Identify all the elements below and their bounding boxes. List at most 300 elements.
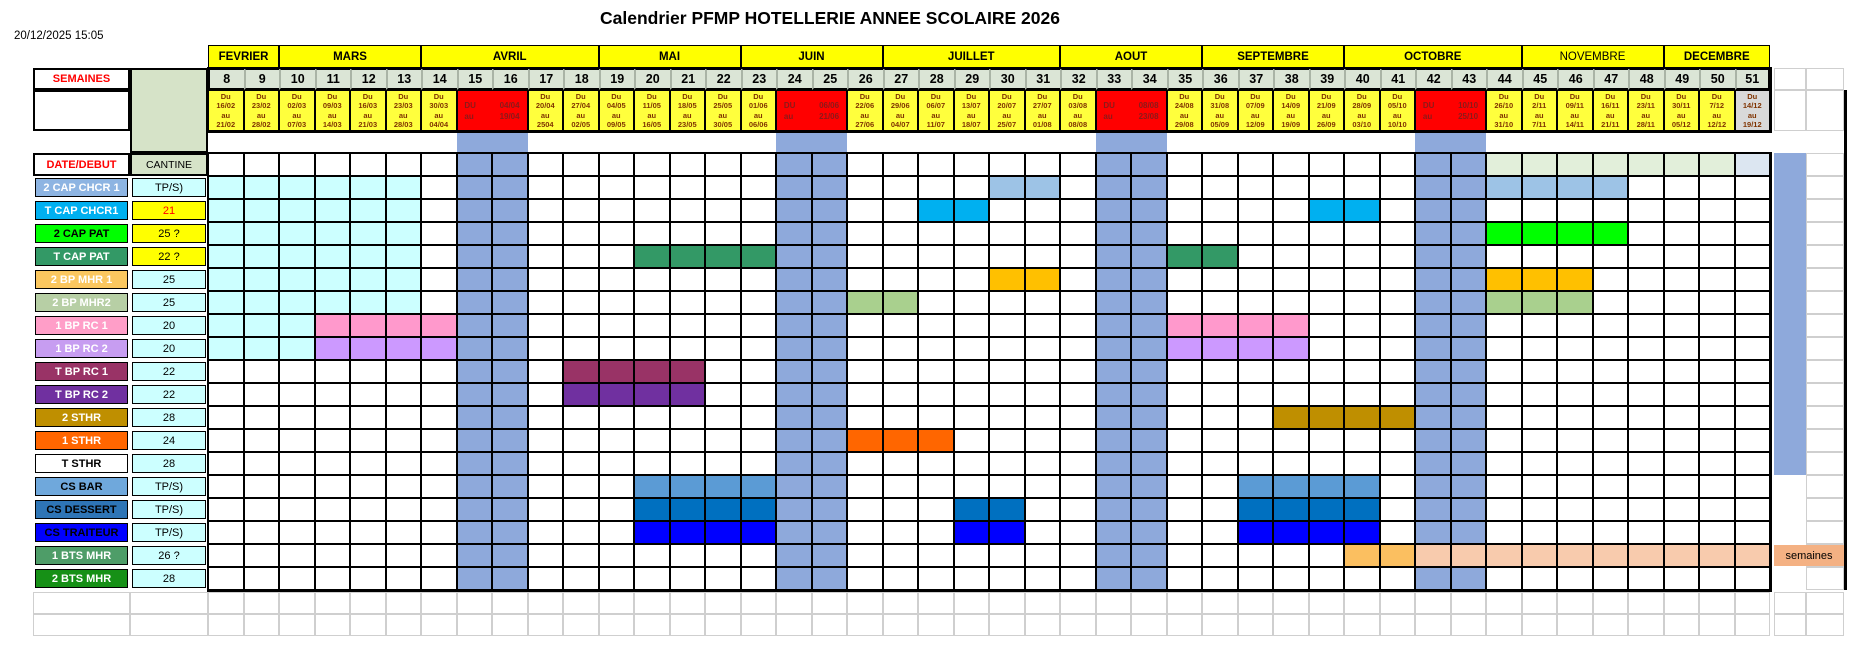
pfmp-bar-cell[interactable] [1238,314,1274,337]
grid-cell[interactable] [599,521,635,544]
empty-cell[interactable] [1806,176,1844,199]
grid-cell[interactable] [492,475,528,498]
grid-cell[interactable] [386,291,422,314]
pfmp-bar-cell[interactable] [634,521,670,544]
grid-cell[interactable] [1664,268,1700,291]
grid-cell[interactable] [492,245,528,268]
grid-cell[interactable] [1344,222,1380,245]
grid-cell[interactable] [208,337,244,360]
empty-cell[interactable] [1273,592,1309,614]
grid-cell[interactable] [563,222,599,245]
grid-cell[interactable] [386,475,422,498]
grid-cell[interactable] [705,176,741,199]
pfmp-bar-cell[interactable] [883,429,919,452]
grid-cell[interactable] [1202,383,1238,406]
empty-cell[interactable] [634,592,670,614]
grid-cell[interactable] [776,452,812,475]
date-range-cell[interactable]: Du 11/05 au 16/05 [634,90,670,131]
grid-cell[interactable] [1167,360,1203,383]
pfmp-bar-cell[interactable] [918,199,954,222]
grid-cell[interactable] [1060,360,1096,383]
grid-cell[interactable] [1238,176,1274,199]
grid-cell[interactable] [1557,337,1593,360]
grid-cell[interactable] [315,245,351,268]
grid-cell[interactable] [1060,406,1096,429]
grid-cell[interactable] [776,291,812,314]
grid-cell[interactable] [1380,199,1416,222]
grid-cell[interactable] [421,245,457,268]
date-range-cell[interactable]: Du 16/11 au 21/11 [1593,90,1629,131]
grid-cell[interactable] [847,153,883,176]
grid-cell[interactable] [244,268,280,291]
grid-cell[interactable] [208,406,244,429]
grid-cell[interactable] [1628,314,1664,337]
grid-cell[interactable] [1202,360,1238,383]
grid-cell[interactable] [1309,245,1345,268]
grid-cell[interactable] [705,383,741,406]
grid-cell[interactable] [492,268,528,291]
grid-cell[interactable] [492,429,528,452]
grid-cell[interactable] [279,498,315,521]
pfmp-bar-cell[interactable] [1273,498,1309,521]
grid-cell[interactable] [457,245,493,268]
date-range-cell[interactable]: Du 06/07 au 11/07 [918,90,954,131]
grid-cell[interactable] [244,153,280,176]
grid-cell[interactable] [457,199,493,222]
empty-cell[interactable] [1486,592,1522,614]
grid-cell[interactable] [1131,475,1167,498]
grid-cell[interactable] [1557,406,1593,429]
grid-cell[interactable] [1238,383,1274,406]
empty-cell[interactable] [1806,291,1844,314]
pfmp-bar-cell[interactable] [670,245,706,268]
grid-cell[interactable] [563,406,599,429]
grid-cell[interactable] [279,567,315,590]
grid-cell[interactable] [954,406,990,429]
grid-cell[interactable] [1486,521,1522,544]
grid-cell[interactable] [883,360,919,383]
empty-cell[interactable] [1309,592,1345,614]
grid-cell[interactable] [421,567,457,590]
grid-cell[interactable] [492,567,528,590]
grid-cell[interactable] [1131,199,1167,222]
pfmp-bar-cell[interactable] [954,521,990,544]
grid-cell[interactable] [599,314,635,337]
grid-cell[interactable] [528,567,564,590]
grid-cell[interactable] [1415,360,1451,383]
grid-cell[interactable] [386,521,422,544]
week-number-cell[interactable]: 43 [1451,68,1487,90]
grid-cell[interactable] [847,452,883,475]
grid-cell[interactable] [1451,153,1487,176]
grid-cell[interactable] [634,452,670,475]
grid-cell[interactable] [599,176,635,199]
grid-cell[interactable] [812,452,848,475]
grid-cell[interactable] [883,383,919,406]
grid-cell[interactable] [599,406,635,429]
grid-cell[interactable] [1025,406,1061,429]
empty-cell[interactable] [563,592,599,614]
grid-cell[interactable] [1380,222,1416,245]
empty-cell[interactable] [812,614,848,636]
empty-cell[interactable] [33,614,130,636]
empty-cell[interactable] [130,614,208,636]
empty-cell[interactable] [1131,592,1167,614]
grid-cell[interactable] [386,360,422,383]
empty-cell[interactable] [847,614,883,636]
grid-cell[interactable] [315,452,351,475]
grid-cell[interactable] [350,268,386,291]
pfmp-bar-cell[interactable] [1344,521,1380,544]
date-range-cell[interactable]: Du 05/10 au 10/10 [1380,90,1416,131]
grid-cell[interactable] [1131,429,1167,452]
grid-cell[interactable] [918,314,954,337]
empty-cell[interactable] [954,614,990,636]
grid-cell[interactable] [1202,268,1238,291]
grid-cell[interactable] [1096,176,1132,199]
grid-cell[interactable] [1628,452,1664,475]
grid-cell[interactable] [386,383,422,406]
grid-cell[interactable] [599,222,635,245]
grid-cell[interactable] [847,176,883,199]
empty-cell[interactable] [1806,498,1844,521]
week-number-cell[interactable]: 26 [847,68,883,90]
week-number-cell[interactable]: 50 [1699,68,1735,90]
week-number-cell[interactable]: 14 [421,68,457,90]
grid-cell[interactable] [1167,222,1203,245]
grid-cell[interactable] [1735,245,1771,268]
grid-cell[interactable] [1664,291,1700,314]
grid-cell[interactable] [457,291,493,314]
empty-cell[interactable] [954,592,990,614]
grid-cell[interactable] [1025,567,1061,590]
date-range-cell[interactable]: Du 26/10 au 31/10 [1486,90,1522,131]
grid-cell[interactable] [421,544,457,567]
grid-cell[interactable] [208,475,244,498]
grid-cell[interactable] [1628,245,1664,268]
pfmp-bar-cell[interactable] [1025,268,1061,291]
pfmp-bar-cell[interactable] [315,337,351,360]
grid-cell[interactable] [1664,544,1700,567]
week-number-cell[interactable]: 32 [1060,68,1096,90]
grid-cell[interactable] [1664,245,1700,268]
week-number-cell[interactable]: 39 [1309,68,1345,90]
empty-cell[interactable] [670,614,706,636]
grid-cell[interactable] [776,406,812,429]
grid-cell[interactable] [954,176,990,199]
empty-cell[interactable] [1593,614,1629,636]
pfmp-bar-cell[interactable] [705,245,741,268]
date-range-cell[interactable]: Du 01/06 au 06/06 [741,90,777,131]
grid-cell[interactable] [599,429,635,452]
date-range-cell[interactable]: Du 22/06 au 27/06 [847,90,883,131]
grid-cell[interactable] [634,337,670,360]
empty-cell[interactable] [1806,153,1844,176]
grid-cell[interactable] [1025,314,1061,337]
grid-cell[interactable] [1522,383,1558,406]
pfmp-bar-cell[interactable] [1202,245,1238,268]
grid-cell[interactable] [1273,291,1309,314]
grid-cell[interactable] [279,406,315,429]
pfmp-bar-cell[interactable] [741,498,777,521]
grid-cell[interactable] [1557,153,1593,176]
grid-cell[interactable] [457,498,493,521]
grid-cell[interactable] [1628,199,1664,222]
grid-cell[interactable] [1557,567,1593,590]
grid-cell[interactable] [1167,429,1203,452]
grid-cell[interactable] [350,406,386,429]
grid-cell[interactable] [1522,521,1558,544]
grid-cell[interactable] [1699,383,1735,406]
grid-cell[interactable] [244,452,280,475]
grid-cell[interactable] [279,222,315,245]
empty-cell[interactable] [1699,614,1735,636]
grid-cell[interactable] [244,222,280,245]
grid-cell[interactable] [741,337,777,360]
grid-cell[interactable] [883,567,919,590]
grid-cell[interactable] [1593,498,1629,521]
grid-cell[interactable] [918,452,954,475]
grid-cell[interactable] [989,567,1025,590]
pfmp-bar-cell[interactable] [989,498,1025,521]
grid-cell[interactable] [705,429,741,452]
month-header[interactable]: AOUT [1060,45,1202,68]
pfmp-bar-cell[interactable] [670,475,706,498]
empty-cell[interactable] [244,614,280,636]
grid-cell[interactable] [741,383,777,406]
empty-cell[interactable] [634,614,670,636]
grid-cell[interactable] [705,544,741,567]
grid-cell[interactable] [528,452,564,475]
pfmp-bar-cell[interactable] [1238,498,1274,521]
grid-cell[interactable] [634,406,670,429]
grid-cell[interactable] [244,314,280,337]
date-range-cell[interactable]: Du 30/03 au 04/04 [421,90,457,131]
grid-cell[interactable] [812,314,848,337]
grid-cell[interactable] [563,475,599,498]
pfmp-bar-cell[interactable] [705,475,741,498]
grid-cell[interactable] [492,521,528,544]
date-range-cell[interactable]: Du 23/11 au 28/11 [1628,90,1664,131]
grid-cell[interactable] [279,314,315,337]
week-number-cell[interactable]: 29 [954,68,990,90]
grid-cell[interactable] [1735,383,1771,406]
grid-cell[interactable] [1557,383,1593,406]
grid-cell[interactable] [208,544,244,567]
grid-cell[interactable] [1273,245,1309,268]
pfmp-bar-cell[interactable] [741,245,777,268]
grid-cell[interactable] [1486,452,1522,475]
grid-cell[interactable] [954,291,990,314]
grid-cell[interactable] [528,429,564,452]
grid-cell[interactable] [847,406,883,429]
grid-cell[interactable] [1060,337,1096,360]
grid-cell[interactable] [847,383,883,406]
grid-cell[interactable] [492,176,528,199]
grid-cell[interactable] [1202,498,1238,521]
grid-cell[interactable] [279,337,315,360]
grid-cell[interactable] [1060,176,1096,199]
grid-cell[interactable] [1202,429,1238,452]
grid-cell[interactable] [634,222,670,245]
grid-cell[interactable] [776,176,812,199]
grid-cell[interactable] [1628,544,1664,567]
grid-cell[interactable] [528,360,564,383]
grid-cell[interactable] [563,245,599,268]
grid-cell[interactable] [244,245,280,268]
week-number-cell[interactable]: 45 [1522,68,1558,90]
grid-cell[interactable] [528,153,564,176]
grid-cell[interactable] [1202,222,1238,245]
grid-cell[interactable] [883,222,919,245]
grid-cell[interactable] [1664,360,1700,383]
week-number-cell[interactable]: 40 [1344,68,1380,90]
empty-cell[interactable] [421,592,457,614]
grid-cell[interactable] [1238,567,1274,590]
grid-cell[interactable] [776,498,812,521]
grid-cell[interactable] [812,475,848,498]
grid-cell[interactable] [1096,452,1132,475]
grid-cell[interactable] [1628,360,1664,383]
grid-cell[interactable] [563,498,599,521]
grid-cell[interactable] [386,245,422,268]
date-range-cell[interactable]: Du 03/08 au 08/08 [1060,90,1096,131]
empty-cell[interactable] [1735,592,1771,614]
empty-cell[interactable] [350,592,386,614]
grid-cell[interactable] [421,360,457,383]
empty-cell[interactable] [1699,592,1735,614]
grid-cell[interactable] [1557,314,1593,337]
grid-cell[interactable] [812,406,848,429]
vacation-header-cell[interactable]: DU 10/10 au 25/10 [1415,90,1486,131]
grid-cell[interactable] [954,567,990,590]
grid-cell[interactable] [989,429,1025,452]
empty-cell[interactable] [1415,592,1451,614]
date-range-cell[interactable]: Du 30/11 au 05/12 [1664,90,1700,131]
date-range-cell[interactable]: Du 29/06 au 04/07 [883,90,919,131]
grid-cell[interactable] [1131,567,1167,590]
grid-cell[interactable] [1522,452,1558,475]
grid-cell[interactable] [1273,452,1309,475]
grid-cell[interactable] [1096,199,1132,222]
pfmp-bar-cell[interactable] [705,521,741,544]
grid-cell[interactable] [1699,245,1735,268]
pfmp-bar-cell[interactable] [1202,314,1238,337]
grid-cell[interactable] [1167,452,1203,475]
empty-cell[interactable] [1664,592,1700,614]
grid-cell[interactable] [599,153,635,176]
empty-cell[interactable] [1806,429,1844,452]
grid-cell[interactable] [883,199,919,222]
grid-cell[interactable] [1522,337,1558,360]
grid-cell[interactable] [670,222,706,245]
grid-cell[interactable] [705,314,741,337]
empty-cell[interactable] [1096,614,1132,636]
grid-cell[interactable] [421,268,457,291]
grid-cell[interactable] [847,521,883,544]
grid-cell[interactable] [1486,153,1522,176]
grid-cell[interactable] [457,337,493,360]
grid-cell[interactable] [528,383,564,406]
grid-cell[interactable] [1309,314,1345,337]
grid-cell[interactable] [1096,475,1132,498]
empty-cell[interactable] [1774,68,1806,90]
grid-cell[interactable] [599,291,635,314]
empty-cell[interactable] [1806,406,1844,429]
grid-cell[interactable] [1664,153,1700,176]
grid-cell[interactable] [1699,521,1735,544]
grid-cell[interactable] [1380,268,1416,291]
grid-cell[interactable] [1131,360,1167,383]
grid-cell[interactable] [634,429,670,452]
grid-cell[interactable] [1096,360,1132,383]
grid-cell[interactable] [1593,314,1629,337]
grid-cell[interactable] [421,291,457,314]
grid-cell[interactable] [1273,268,1309,291]
grid-cell[interactable] [1309,153,1345,176]
empty-cell[interactable] [1806,452,1844,475]
pfmp-bar-cell[interactable] [1344,406,1380,429]
grid-cell[interactable] [883,314,919,337]
grid-cell[interactable] [208,314,244,337]
grid-cell[interactable] [1664,337,1700,360]
grid-cell[interactable] [1699,475,1735,498]
grid-cell[interactable] [1415,153,1451,176]
grid-cell[interactable] [1238,153,1274,176]
grid-cell[interactable] [1238,291,1274,314]
pfmp-bar-cell[interactable] [1486,222,1522,245]
empty-cell[interactable] [1202,592,1238,614]
grid-cell[interactable] [1380,245,1416,268]
grid-cell[interactable] [1699,429,1735,452]
grid-cell[interactable] [1344,176,1380,199]
grid-cell[interactable] [1735,199,1771,222]
grid-cell[interactable] [812,176,848,199]
grid-cell[interactable] [741,199,777,222]
empty-cell[interactable] [1806,592,1844,614]
grid-cell[interactable] [563,452,599,475]
grid-cell[interactable] [1735,452,1771,475]
grid-cell[interactable] [1273,567,1309,590]
pfmp-bar-cell[interactable] [989,268,1025,291]
grid-cell[interactable] [563,199,599,222]
pfmp-bar-cell[interactable] [634,360,670,383]
grid-cell[interactable] [421,222,457,245]
grid-cell[interactable] [208,176,244,199]
grid-cell[interactable] [1628,153,1664,176]
grid-cell[interactable] [315,383,351,406]
grid-cell[interactable] [1593,153,1629,176]
grid-cell[interactable] [350,383,386,406]
grid-cell[interactable] [776,314,812,337]
date-range-cell[interactable]: Du 20/07 au 25/07 [989,90,1025,131]
grid-cell[interactable] [776,153,812,176]
grid-cell[interactable] [1060,498,1096,521]
pfmp-bar-cell[interactable] [1309,475,1345,498]
pfmp-bar-cell[interactable] [847,291,883,314]
grid-cell[interactable] [1273,176,1309,199]
grid-cell[interactable] [1699,360,1735,383]
empty-cell[interactable] [1806,383,1844,406]
grid-cell[interactable] [1628,291,1664,314]
grid-cell[interactable] [1486,406,1522,429]
grid-cell[interactable] [741,314,777,337]
grid-cell[interactable] [279,429,315,452]
date-range-cell[interactable]: Du 28/09 au 03/10 [1344,90,1380,131]
week-number-cell[interactable]: 23 [741,68,777,90]
grid-cell[interactable] [1309,176,1345,199]
pfmp-bar-cell[interactable] [670,521,706,544]
